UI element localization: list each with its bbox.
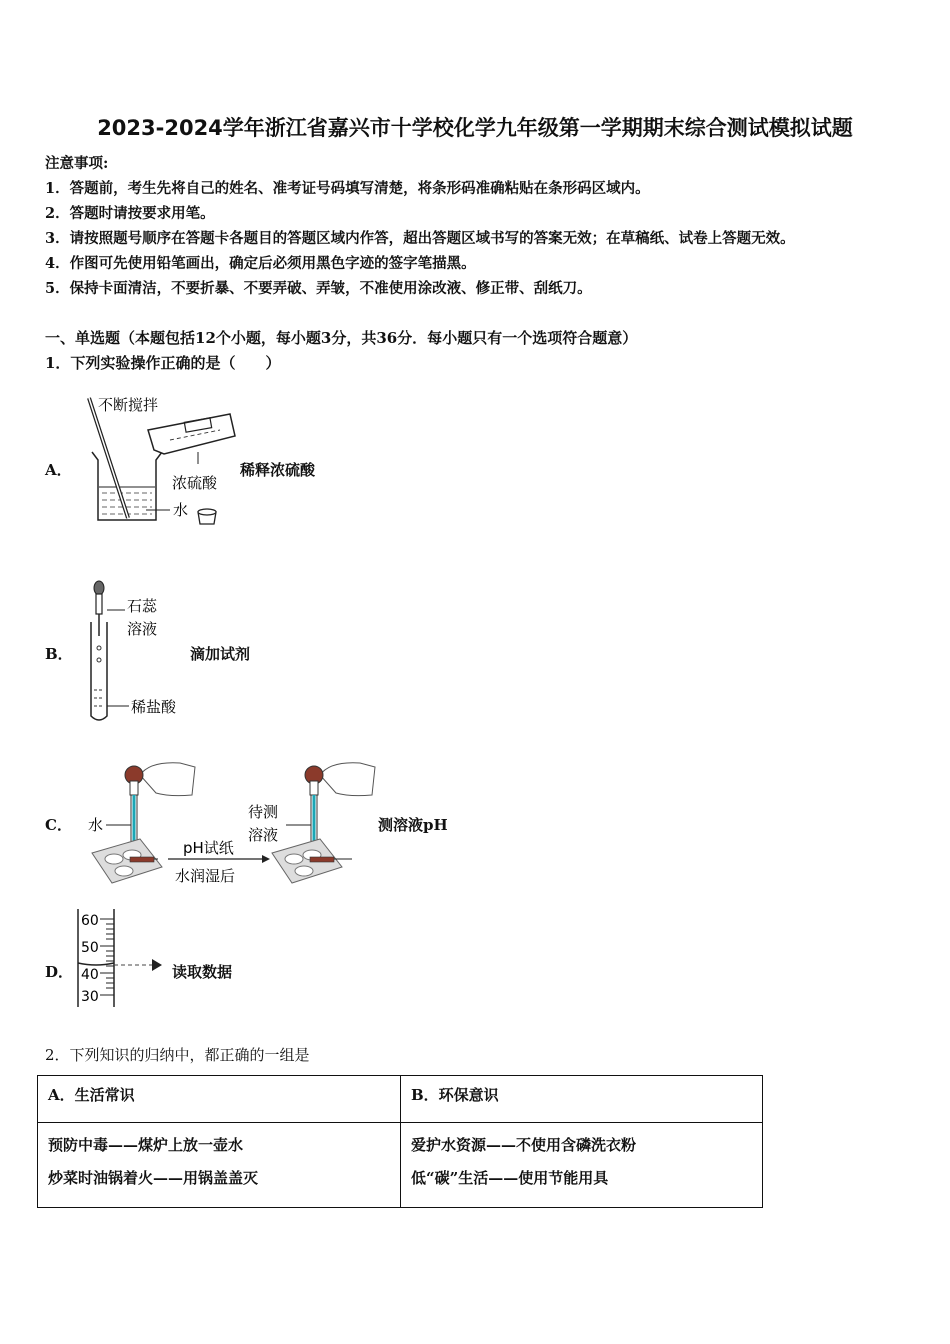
knowledge-table xyxy=(37,1075,763,1208)
option-d-letter[interactable]: D． xyxy=(45,963,74,981)
label-litmus: 石蕊 xyxy=(127,597,158,615)
label-solution: 溶液 xyxy=(127,620,158,638)
table-line: 低“碳”生活——使用节能用具 xyxy=(411,1169,609,1187)
table-line: 炒菜时油锅着火——用锅盖盖灭 xyxy=(48,1169,259,1187)
table-cell-b xyxy=(401,1123,763,1208)
notice-item: 2．答题时请按要求用笔。 xyxy=(45,205,215,222)
notice-item: 5．保持卡面清洁，不要折暴、不要弄破、弄皱，不准使用涂改液、修正带、刮纸刀。 xyxy=(45,280,592,297)
option-b-letter[interactable]: B． xyxy=(45,645,73,663)
table-cell-a xyxy=(38,1123,401,1208)
dilute-acid-figure xyxy=(80,390,240,530)
option-a-letter[interactable]: A． xyxy=(45,461,72,479)
page-title: 2023-2024学年浙江省嘉兴市十学校化学九年级第一学期期末综合测试模拟试题 xyxy=(97,116,853,140)
option-c-caption: 测溶液pH xyxy=(378,816,448,834)
table-head-a[interactable]: A．生活常识 xyxy=(38,1076,401,1123)
question-1-stem: 1．下列实验操作正确的是（ ） xyxy=(45,354,281,372)
ph-test-figure xyxy=(80,755,380,890)
label-solution-c: 溶液 xyxy=(248,826,279,844)
label-to-test: 待测 xyxy=(248,803,279,821)
cylinder-figure xyxy=(70,905,180,1013)
option-c-letter[interactable]: C． xyxy=(45,816,72,834)
label-water: 水 xyxy=(173,501,189,519)
label-wetted: 水润湿后 xyxy=(175,867,236,885)
tick-40: 40 xyxy=(81,967,99,983)
dropper-figure xyxy=(85,578,195,728)
notice-item: 1．答题前，考生先将自己的姓名、准考证号码填写清楚，将条形码准确粘贴在条形码区域内。 xyxy=(45,180,650,197)
section-heading: 一、单选题（本题包括12个小题，每小题3分，共36分．每小题只有一个选项符合题意） xyxy=(45,329,638,347)
label-stir: 不断搅拌 xyxy=(98,396,159,414)
table-head-b[interactable]: B．环保意识 xyxy=(401,1076,763,1123)
tick-50: 50 xyxy=(81,940,99,956)
tick-30: 30 xyxy=(81,989,99,1005)
label-water-c: 水 xyxy=(88,816,104,834)
label-conc-acid: 浓硫酸 xyxy=(172,474,218,492)
notice-item: 3．请按照题号顺序在答题卡各题目的答题区域内作答，超出答题区域书写的答案无效；在草稿纸、试卷上答题无效。 xyxy=(45,230,795,247)
notice-item: 4．作图可先使用铅笔画出，确定后必须用黑色字迹的签字笔描黑。 xyxy=(45,255,476,272)
option-b-caption: 滴加试剂 xyxy=(190,645,251,663)
label-dilute-hcl: 稀盐酸 xyxy=(131,698,177,716)
option-d-caption: 读取数据 xyxy=(172,963,233,981)
option-a-caption: 稀释浓硫酸 xyxy=(240,461,316,479)
notice-heading: 注意事项: xyxy=(45,155,109,172)
label-ph-paper: pH试纸 xyxy=(183,839,234,857)
tick-60: 60 xyxy=(81,913,99,929)
question-2-stem: 2．下列知识的归纳中，都正确的一组是 xyxy=(45,1046,310,1064)
table-line: 爱护水资源——不使用含磷洗衣粉 xyxy=(411,1136,637,1154)
table-line: 预防中毒——煤炉上放一壶水 xyxy=(48,1136,244,1154)
